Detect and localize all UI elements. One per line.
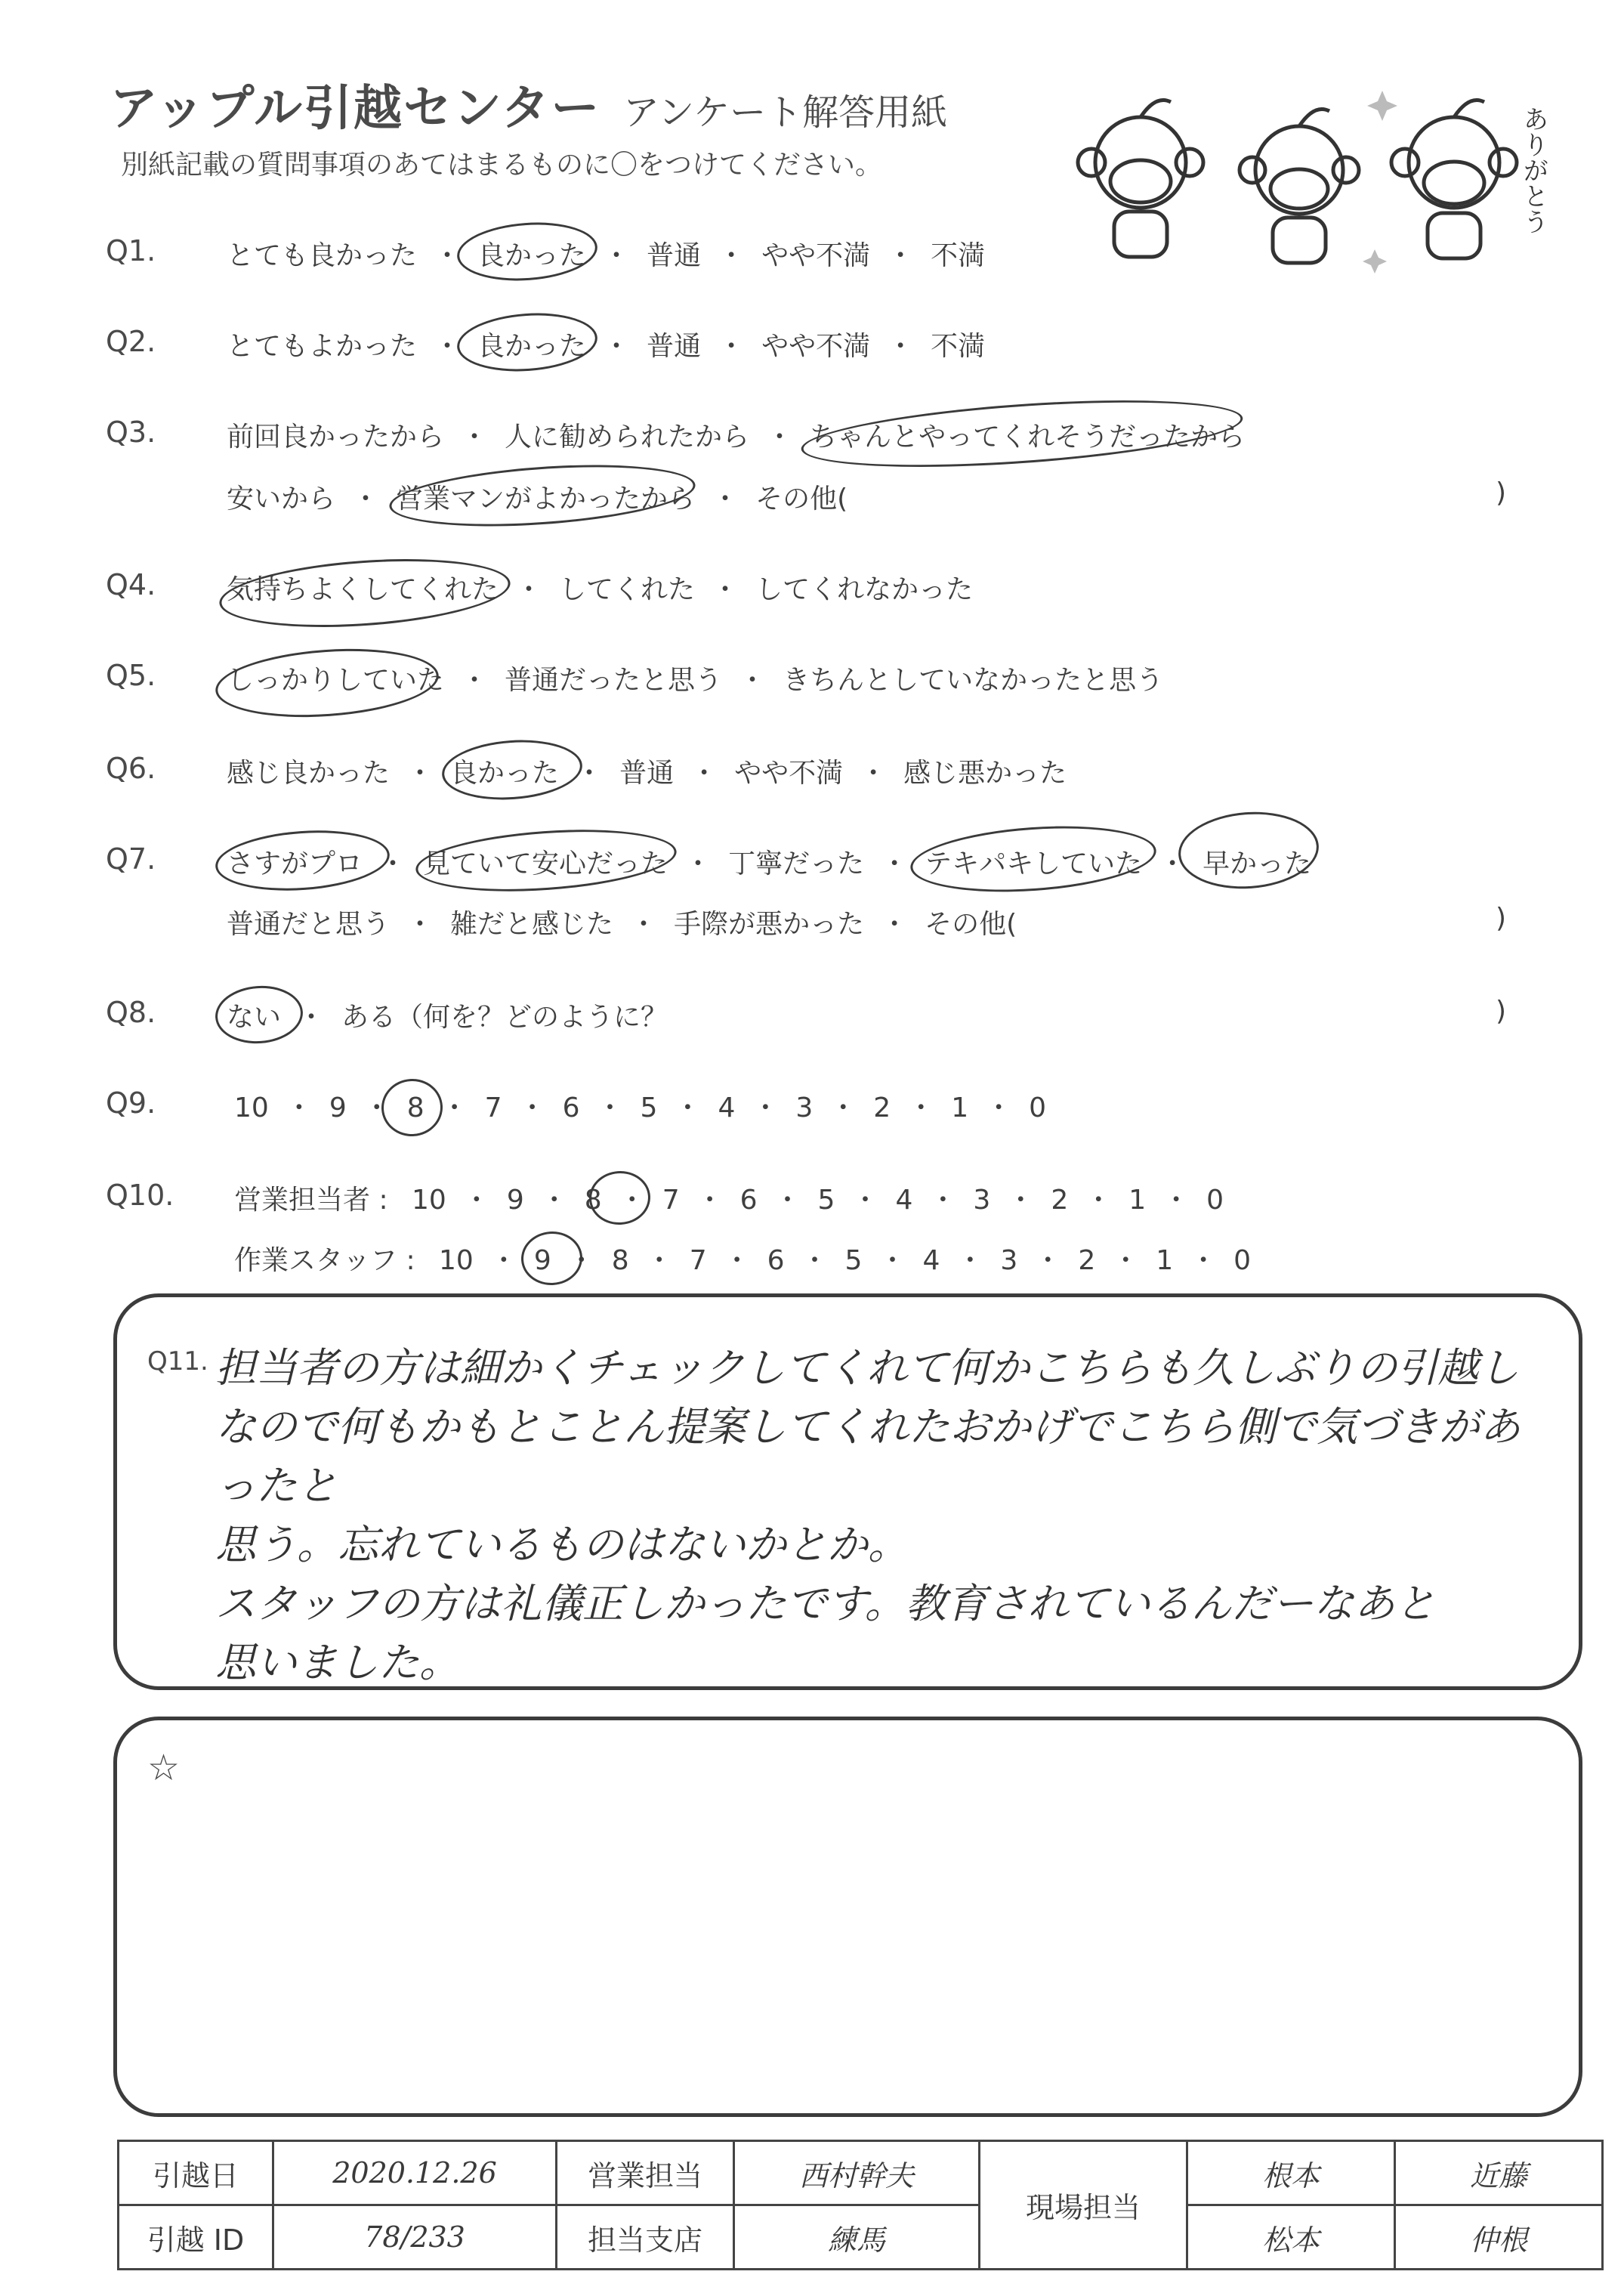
answer-row [227,752,1067,790]
separator: ・ [1007,1185,1035,1216]
answer-option: とてもよかった [227,331,418,362]
separator: ・ [576,758,604,789]
separator: ・ [723,1245,751,1276]
q10-staff-row [234,1239,1251,1278]
answer-option: さすがプロ [227,848,363,879]
answer-option: 見ていて安心だった [423,848,668,879]
separator: ・ [881,909,909,940]
q10-label: Q10. [106,1179,174,1212]
separator: ・ [461,665,489,696]
answer-option: 感じ悪かった [903,758,1067,789]
answer-option: 5 [640,1092,658,1123]
separator: ・ [440,1092,468,1123]
separator: ・ [603,240,631,271]
answer-option: 普通 [619,758,675,789]
separator: ・ [887,331,915,362]
q10-sales-row [234,1179,1224,1217]
scale-value: 5 [844,1245,863,1276]
separator: ・ [630,909,658,940]
scale-value: 9 [506,1185,524,1216]
scale-value: 10 [412,1185,446,1216]
free-comment-box [113,1717,1582,2117]
separator: ・ [907,1092,935,1123]
separator: ・ [462,1185,490,1216]
answer-option: 手際が悪かった [674,909,865,940]
answer-option: 4 [718,1092,736,1123]
move-id-label: 引越 ID [119,2205,273,2270]
site-staff: 根本 [1187,2141,1395,2205]
scale-value: 6 [767,1245,785,1276]
selection-circle [213,642,440,724]
separator: ・ [434,240,462,271]
separator: ・ [1159,848,1187,879]
selection-circle [455,309,600,376]
separator: ・ [352,484,380,515]
site-label: 現場担当 [980,2141,1187,2270]
close-paren: ) [1496,996,1507,1027]
answer-option: 不満 [931,331,986,362]
question-label: Q7. [106,842,156,876]
site-staff: 近藤 [1395,2141,1603,2205]
separator: ・ [674,1092,702,1123]
answer-option: 0 [1029,1092,1047,1123]
instruction-text: 別紙記載の質問事項のあてはまるものに〇をつけてください。 [121,150,883,181]
comment-line: なので何もかもとことん提案してくれたおかげでこちら側で気づきがあったと [215,1403,1521,1510]
q11-comment [215,1339,1560,1692]
answer-option: やや不満 [761,240,871,271]
separator: ・ [881,848,909,879]
answer-option: 早かった [1203,848,1312,879]
q10-sales-name: 営業担当者 : [234,1185,388,1216]
separator: ・ [515,574,543,605]
separator: ・ [801,1245,829,1276]
answer-option: やや不満 [761,331,871,362]
answer-option: その他( [925,909,1017,940]
answer-option: やや不満 [734,758,844,789]
scale-value: 0 [1206,1185,1224,1216]
separator: ・ [1162,1185,1190,1216]
star-icon: ☆ [147,1747,181,1789]
separator: ・ [739,665,767,696]
sales-label: 営業担当 [557,2141,734,2205]
company-name: アップル引越センター [110,81,601,137]
separator: ・ [829,1092,857,1123]
question-label: Q1. [106,234,156,267]
separator: ・ [752,1092,780,1123]
branch-label: 担当支店 [557,2205,734,2270]
close-paren: ) [1496,903,1507,934]
scale-value: 7 [662,1185,680,1216]
answer-option: 普通 [647,240,702,271]
answer-option: してくれなかった [755,574,974,605]
scale-value: 3 [1000,1245,1018,1276]
site-staff: 仲根 [1395,2205,1603,2270]
branch-value: 練馬 [734,2205,980,2270]
selection-circle [387,456,697,535]
selection-circle [520,1229,585,1287]
move-date-label: 引越日 [119,2141,273,2205]
separator: ・ [518,1092,546,1123]
answer-option: ない [227,1002,282,1033]
separator: ・ [618,1185,646,1216]
separator: ・ [684,848,712,879]
question-label: Q2. [106,325,156,358]
separator: ・ [860,758,888,789]
answer-option: ある（何を？どのように？ [341,1002,668,1033]
separator: ・ [406,909,434,940]
separator: ・ [887,240,915,271]
thanks-text: ありがとう [1518,106,1548,234]
separator: ・ [489,1245,517,1276]
scale-value: 0 [1233,1245,1252,1276]
selection-circle [214,825,392,896]
q11-comment-box [113,1293,1582,1690]
separator: ・ [603,331,631,362]
answer-option: 9 [329,1092,347,1123]
separator: ・ [461,422,489,453]
answer-option: 8 [406,1092,425,1123]
separator: ・ [434,331,462,362]
answer-option: 前回良かったから [227,422,445,453]
selection-circle [414,822,679,899]
q10-sales-scale [397,1179,1224,1217]
question-label: Q6. [106,752,156,785]
separator: ・ [956,1245,984,1276]
separator: ・ [929,1185,957,1216]
answer-row [227,234,985,273]
separator: ・ [696,1185,724,1216]
separator: ・ [718,331,746,362]
selection-circle [908,819,1158,900]
selection-circle [455,218,600,286]
question-label: Q8. [106,996,156,1029]
sales-person: 西村幹夫 [734,2141,980,2205]
separator: ・ [773,1185,801,1216]
separator: ・ [718,240,746,271]
question-label: Q3. [106,416,156,449]
answer-option: 2 [873,1092,891,1123]
answer-option: 10 [234,1092,269,1123]
scale-value: 3 [973,1185,991,1216]
answer-option: 普通だったと思う [505,665,723,696]
move-date-value: 2020.12.26 [273,2141,557,2205]
separator: ・ [985,1092,1013,1123]
site-staff: 松本 [1187,2205,1395,2270]
form-title: アンケート解答用紙 [623,91,948,134]
separator: ・ [285,1092,313,1123]
mascot-illustration [1050,76,1564,280]
separator: ・ [363,1092,391,1123]
scale-value: 10 [439,1245,474,1276]
scale-value: 4 [895,1185,913,1216]
answer-option: 感じ良かった [227,758,391,789]
scale-value: 8 [611,1245,629,1276]
scale-value: 5 [817,1185,835,1216]
answer-option: 6 [562,1092,580,1123]
separator: ・ [540,1185,568,1216]
comment-line: 担当者の方は細かくチェックしてくれて何かこちらも久しぶりの引越し [215,1344,1520,1392]
separator: ・ [1190,1245,1218,1276]
answer-option: 安いから [227,484,336,515]
separator: ・ [567,1245,595,1276]
answer-option: 良かった [477,240,587,271]
separator: ・ [766,422,794,453]
scale-value: 7 [689,1245,707,1276]
scale-value: 1 [1156,1245,1174,1276]
q10-staff-name: 作業スタッフ : [234,1245,415,1276]
q11-label: Q11. [147,1346,208,1377]
answer-option: してくれた [559,574,696,605]
answer-option: とても良かった [227,240,418,271]
answer-option: きちんとしていなかったと思う [783,665,1164,696]
close-paren: ) [1496,477,1507,508]
answer-option: 7 [484,1092,502,1123]
scale-value: 6 [739,1185,758,1216]
answer-option: 普通だと思う [227,909,391,940]
answer-option: 1 [951,1092,969,1123]
answer-option: 丁寧だった [728,848,865,879]
question-label: Q9. [106,1086,156,1120]
separator: ・ [1034,1245,1062,1276]
answer-option: 良かった [477,331,587,362]
answer-row [227,325,985,363]
answer-row [234,1086,1046,1125]
question-label: Q4. [106,568,156,601]
selection-circle [588,1169,653,1226]
selection-circle [799,389,1245,479]
comment-line: 思う。忘れているものはないかとか。 [215,1521,909,1568]
question-label: Q5. [106,659,156,692]
selection-circle [217,551,512,636]
move-id-value: 78/233 [273,2205,557,2270]
separator: ・ [379,848,407,879]
answer-option: ちゃんとやってくれそうだったから [810,422,1246,453]
answer-option: 良かった [450,758,560,789]
scale-value: 4 [922,1245,940,1276]
answer-option: しっかりしていた [227,665,445,696]
separator: ・ [878,1245,906,1276]
answer-option: 3 [795,1092,814,1123]
comment-line: 思いました。 [215,1639,460,1686]
scale-value: 1 [1128,1185,1147,1216]
separator: ・ [712,484,739,515]
answer-option: 不満 [931,240,986,271]
separator: ・ [298,1002,326,1033]
scale-value: 8 [584,1185,602,1216]
answer-option: 営業マンがよかったから [396,484,696,515]
answer-option: 雑だと感じた [450,909,614,940]
separator: ・ [712,574,739,605]
answer-option: 普通 [647,331,702,362]
separator: ・ [1112,1245,1140,1276]
separator: ・ [1085,1185,1113,1216]
scale-value: 9 [533,1245,551,1276]
separator: ・ [690,758,718,789]
selection-circle [213,983,304,1046]
answer-row [227,903,1017,941]
answer-option: 気持ちよくしてくれた [227,574,499,605]
separator: ・ [645,1245,673,1276]
scale-value: 2 [1051,1185,1069,1216]
answer-option: その他( [755,484,848,515]
comment-line: スタッフの方は礼儀正しかったです。教育されているんだーなあと [215,1580,1436,1627]
footer-table [117,2140,1604,2270]
answer-option: テキパキしていた [925,848,1143,879]
separator: ・ [851,1185,879,1216]
separator: ・ [406,758,434,789]
scale-value: 2 [1078,1245,1096,1276]
selection-circle [440,736,585,805]
separator: ・ [596,1092,624,1123]
answer-option: 人に勧められたから [505,422,750,453]
